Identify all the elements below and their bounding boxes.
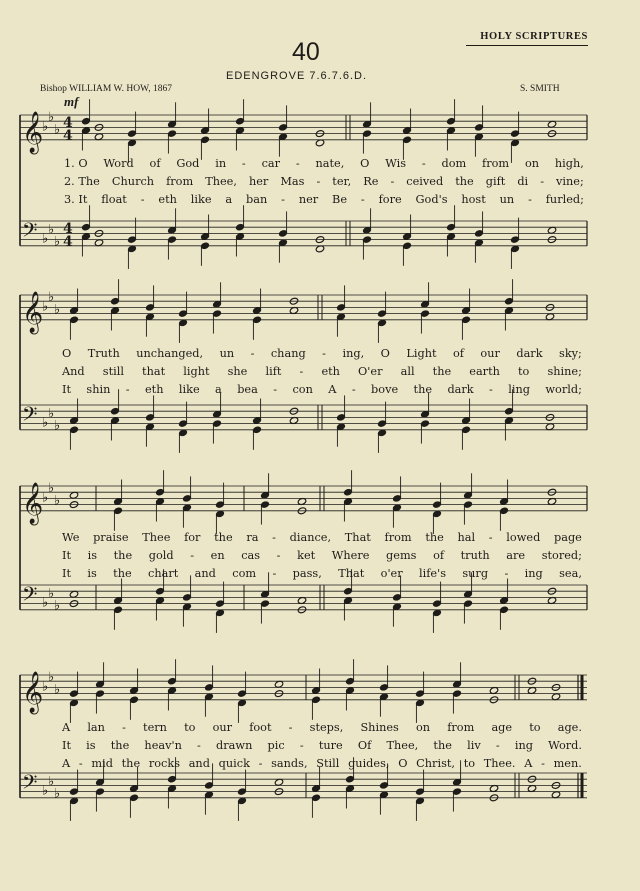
flat-icon: ♭ xyxy=(48,406,55,422)
lyric-syllable: ban xyxy=(246,193,268,206)
lyric-syllable: furled; xyxy=(545,193,584,206)
lyric-line-2-3 xyxy=(62,383,582,396)
lyric-syllable: - xyxy=(258,757,263,770)
flat-icon: ♭ xyxy=(54,493,61,509)
lyric-syllable: A xyxy=(524,757,533,770)
flat-icon: ♭ xyxy=(42,783,49,799)
flat-icon: ♭ xyxy=(42,679,49,695)
lyric-syllable: is xyxy=(86,739,96,752)
lyric-syllable: for xyxy=(184,531,201,544)
lyric-syllable: the xyxy=(110,739,130,752)
lyric-syllable: stored; xyxy=(541,549,582,562)
lyric-syllable: com xyxy=(232,567,257,580)
lyric-syllable: Christ, xyxy=(416,757,456,770)
lyric-syllable: pass, xyxy=(292,567,322,580)
time-signature-numerator: 4 xyxy=(63,114,73,131)
lyric-syllable: our xyxy=(212,721,233,734)
lyric-syllable: ture xyxy=(318,739,343,752)
lyric-syllable: gems xyxy=(386,549,417,562)
lyric-syllable: un xyxy=(499,193,515,206)
lyric-syllable: like xyxy=(190,193,212,206)
lyric-syllable: ter, xyxy=(332,175,352,188)
lyric-syllable: rocks xyxy=(148,757,180,770)
lyric-syllable: drawn xyxy=(216,739,253,752)
lyric-syllable: the xyxy=(113,567,132,580)
lyric-syllable: from xyxy=(166,175,194,188)
lyric-syllable: We xyxy=(62,531,80,544)
lyric-syllable: is xyxy=(87,549,98,562)
lyric-line-3-3 xyxy=(62,567,582,580)
lyric-syllable: 2. The xyxy=(64,175,100,188)
lyric-syllable: - xyxy=(272,567,277,580)
lyric-syllable: - xyxy=(125,383,130,396)
lyric-syllable: a xyxy=(225,193,233,206)
lyric-syllable: in xyxy=(215,157,227,170)
section-title: HOLY SCRIPTURES xyxy=(480,31,588,42)
lyric-syllable: bea xyxy=(237,383,258,396)
lyric-syllable: Wis xyxy=(385,157,407,170)
lyric-syllable: It xyxy=(62,567,72,580)
lyric-syllable: to xyxy=(184,721,196,734)
treble-clef-icon: 𝄞 xyxy=(22,291,44,333)
lyric-syllable: from xyxy=(384,531,412,544)
lyric-syllable: - xyxy=(281,193,285,206)
lyric-syllable: di xyxy=(517,175,529,188)
time-signature-denominator: 4 xyxy=(63,233,73,250)
lyric-syllable: sands, xyxy=(271,757,308,770)
bass-clef-icon: 𝄢 xyxy=(22,218,38,247)
lyric-syllable: Word xyxy=(103,157,134,170)
lyric-syllable: Re xyxy=(363,175,379,188)
lyric-line-2-1 xyxy=(62,347,582,360)
lyric-syllable: that xyxy=(142,365,166,378)
lyric-syllable: - xyxy=(276,549,281,562)
lyric-syllable: ling xyxy=(508,383,530,396)
lyric-syllable: 3. It xyxy=(64,193,88,206)
tune-name: EDENGROVE 7.6.7.6.D. xyxy=(226,70,368,82)
lyric-syllable: dom xyxy=(441,157,467,170)
lyric-syllable: her xyxy=(248,175,269,188)
lyric-syllable: of xyxy=(433,549,445,562)
bass-clef-icon: 𝄢 xyxy=(22,402,38,431)
flat-icon: ♭ xyxy=(42,415,49,431)
time-signature-numerator: 4 xyxy=(63,220,73,237)
lyric-line-1-3 xyxy=(64,193,584,206)
lyric-syllable: gift xyxy=(485,175,506,188)
lyric-syllable: to xyxy=(518,365,530,378)
flat-icon: ♭ xyxy=(54,786,61,802)
author-credit: Bishop WILLIAM W. HOW, 1867 xyxy=(40,84,172,94)
lyric-syllable: Thee. xyxy=(483,757,516,770)
lyric-line-1-1 xyxy=(64,157,584,170)
lyric-syllable: to xyxy=(463,757,476,770)
lyric-syllable: God xyxy=(176,157,200,170)
lyric-syllable: And xyxy=(62,365,85,378)
lyric-syllable: fore xyxy=(378,193,402,206)
lyric-syllable: life's xyxy=(419,567,446,580)
lyric-syllable: nate, xyxy=(315,157,345,170)
lyric-syllable: still xyxy=(102,365,124,378)
lyric-syllable: O xyxy=(360,157,370,170)
lyric-syllable: - xyxy=(488,531,493,544)
lyric-syllable: dark xyxy=(516,347,543,360)
lyric-syllable: from xyxy=(447,721,475,734)
lyric-syllable: - xyxy=(421,157,426,170)
hymn-number: 40 xyxy=(292,38,320,66)
composer-credit: S. SMITH xyxy=(520,84,560,94)
flat-icon: ♭ xyxy=(48,290,55,306)
lyric-syllable: of xyxy=(452,347,464,360)
lyric-syllable: eth xyxy=(144,383,164,396)
lyric-syllable: the xyxy=(214,531,233,544)
lyric-syllable: are xyxy=(506,549,526,562)
lyric-syllable: A xyxy=(62,757,71,770)
lyric-syllable: ket xyxy=(297,549,316,562)
flat-icon: ♭ xyxy=(48,222,55,238)
lyric-syllable: - xyxy=(504,567,509,580)
lyric-syllable: the xyxy=(455,175,474,188)
lyric-syllable: and xyxy=(194,567,216,580)
lyric-syllable: - xyxy=(197,739,201,752)
lyric-syllable: the xyxy=(113,549,133,562)
lyric-syllable: O xyxy=(380,347,390,360)
lyric-syllable: shine; xyxy=(547,365,582,378)
lyric-syllable: like xyxy=(178,383,200,396)
bass-clef-icon: 𝄢 xyxy=(22,582,38,611)
lyric-syllable: Word. xyxy=(548,739,582,752)
lyric-syllable: high, xyxy=(554,157,584,170)
lyric-syllable: Thee xyxy=(142,531,171,544)
lyric-syllable: It xyxy=(62,549,72,562)
lyric-syllable: - xyxy=(272,531,276,544)
flat-icon: ♭ xyxy=(54,302,61,318)
flat-icon: ♭ xyxy=(42,595,49,611)
lyric-syllable: lowed xyxy=(506,531,541,544)
lyric-syllable: - xyxy=(190,549,195,562)
treble-clef-icon: 𝄞 xyxy=(22,482,44,524)
lyric-syllable: ing, xyxy=(342,347,365,360)
lyric-syllable: page xyxy=(553,531,582,544)
lyric-syllable: on xyxy=(415,721,431,734)
lyric-syllable: Church xyxy=(111,175,155,188)
flat-icon: ♭ xyxy=(48,110,55,126)
lyric-syllable: - xyxy=(390,175,395,188)
lyric-syllable: ceived xyxy=(406,175,444,188)
lyric-syllable: - xyxy=(489,383,493,396)
lyric-line-4-1 xyxy=(62,721,582,734)
lyric-syllable: ra xyxy=(246,531,259,544)
lyric-syllable: - xyxy=(295,157,300,170)
lyric-syllable: - xyxy=(140,193,145,206)
lyric-syllable: and xyxy=(188,757,210,770)
lyric-syllable: It xyxy=(62,383,72,396)
dynamic-marking: mf xyxy=(64,94,79,109)
lyric-syllable: - xyxy=(540,175,545,188)
lyric-syllable: tern xyxy=(143,721,167,734)
lyric-syllable: con xyxy=(292,383,313,396)
lyric-line-4-2 xyxy=(62,739,582,752)
treble-clef-icon: 𝄞 xyxy=(22,671,44,713)
lyric-syllable: the xyxy=(433,739,452,752)
lyric-syllable: hal xyxy=(457,531,476,544)
lyric-syllable: A xyxy=(62,721,71,734)
lyric-syllable: A xyxy=(328,383,337,396)
lyric-syllable: heav'n xyxy=(144,739,182,752)
lyric-syllable: Thee, xyxy=(205,175,237,188)
flat-icon: ♭ xyxy=(48,586,55,602)
lyric-syllable: pic xyxy=(267,739,285,752)
lyric-syllable: - xyxy=(288,721,293,734)
lyric-syllable: Where xyxy=(331,549,370,562)
lyric-syllable: 1. O xyxy=(64,157,88,170)
lyric-syllable: Be xyxy=(332,193,348,206)
flat-icon: ♭ xyxy=(48,481,55,497)
lyric-syllable: Mas xyxy=(280,175,305,188)
lyric-syllable: sky; xyxy=(559,347,582,360)
lyric-syllable: truth xyxy=(460,549,490,562)
lyric-syllable: men. xyxy=(553,757,582,770)
lyric-syllable: chart xyxy=(148,567,179,580)
lyric-syllable: Light xyxy=(406,347,437,360)
lyric-line-3-1 xyxy=(62,531,582,544)
lyric-syllable: lan xyxy=(87,721,105,734)
lyric-syllable: - xyxy=(322,347,326,360)
flat-icon: ♭ xyxy=(54,418,61,434)
lyric-syllable: O xyxy=(398,757,408,770)
lyric-syllable: to xyxy=(529,721,541,734)
lyric-syllable: - xyxy=(316,175,321,188)
lyric-syllable: age xyxy=(491,721,513,734)
lyric-syllable: - xyxy=(122,721,126,734)
lyric-syllable: Shines xyxy=(360,721,399,734)
lyric-syllable: the xyxy=(413,383,433,396)
lyric-syllable: God's xyxy=(415,193,448,206)
lyric-syllable: mid xyxy=(91,757,113,770)
lyric-syllable: age. xyxy=(557,721,582,734)
lyric-syllable: ing xyxy=(514,739,533,752)
lyric-syllable: - xyxy=(273,383,278,396)
lyric-syllable: from xyxy=(482,157,510,170)
lyric-syllable: sea, xyxy=(559,567,582,580)
lyric-syllable: chang xyxy=(270,347,306,360)
lyric-syllable: That xyxy=(338,567,365,580)
flat-icon: ♭ xyxy=(48,774,55,790)
lyric-syllable: - xyxy=(495,739,500,752)
lyric-syllable: guides, xyxy=(348,757,390,770)
time-signature-denominator: 4 xyxy=(63,127,73,144)
lyric-syllable: all xyxy=(400,365,415,378)
lyric-syllable: O xyxy=(62,347,72,360)
lyric-syllable: earth xyxy=(469,365,500,378)
lyric-syllable: O'er xyxy=(358,365,383,378)
flat-icon: ♭ xyxy=(48,670,55,686)
lyric-syllable: surg xyxy=(462,567,489,580)
flat-icon: ♭ xyxy=(42,299,49,315)
bass-clef-icon: 𝄢 xyxy=(22,770,38,799)
lyric-syllable: - xyxy=(541,757,545,770)
lyric-syllable: the xyxy=(432,365,452,378)
lyric-syllable: ner xyxy=(298,193,319,206)
lyric-line-4-3 xyxy=(62,757,582,770)
lyric-line-2-2 xyxy=(62,365,582,378)
lyric-syllable: light xyxy=(183,365,210,378)
lyric-syllable: Still xyxy=(316,757,340,770)
lyric-syllable: eth xyxy=(158,193,177,206)
lyric-syllable: Of xyxy=(357,739,372,752)
lyric-syllable: - xyxy=(360,193,365,206)
lyric-syllable: the xyxy=(425,531,444,544)
lyric-syllable: cas xyxy=(241,549,261,562)
lyric-syllable: world; xyxy=(545,383,582,396)
lyric-syllable: a xyxy=(215,383,222,396)
lyric-syllable: eth xyxy=(321,365,340,378)
lyric-syllable: - xyxy=(299,365,304,378)
flat-icon: ♭ xyxy=(54,598,61,614)
lyric-syllable: steps, xyxy=(309,721,344,734)
flat-icon: ♭ xyxy=(42,231,49,247)
lyric-syllable: It xyxy=(62,739,72,752)
lyric-syllable: shin xyxy=(86,383,111,396)
lyric-syllable: foot xyxy=(249,721,272,734)
lyric-syllable: - xyxy=(241,157,246,170)
lyric-syllable: - xyxy=(528,193,532,206)
lyric-syllable: ing xyxy=(524,567,543,580)
lyric-syllable: float xyxy=(101,193,127,206)
lyric-syllable: gold xyxy=(148,549,174,562)
lyric-syllable: Truth xyxy=(87,347,120,360)
flat-icon: ♭ xyxy=(54,234,61,250)
lyric-line-1-2 xyxy=(64,175,584,188)
flat-icon: ♭ xyxy=(54,682,61,698)
lyric-syllable: That xyxy=(344,531,371,544)
lyric-syllable: she xyxy=(227,365,248,378)
lyric-syllable: bove xyxy=(371,383,399,396)
lyric-syllable: unchanged, xyxy=(136,347,204,360)
lyric-line-3-2 xyxy=(62,549,582,562)
flat-icon: ♭ xyxy=(42,490,49,506)
lyric-syllable: praise xyxy=(93,531,129,544)
lyric-syllable: vine; xyxy=(556,175,584,188)
lyric-syllable: on xyxy=(524,157,540,170)
lyric-syllable: of xyxy=(149,157,161,170)
flat-icon: ♭ xyxy=(42,119,49,135)
treble-clef-icon: 𝄞 xyxy=(22,111,44,153)
lyric-syllable: the xyxy=(121,757,141,770)
lyric-syllable: - xyxy=(299,739,304,752)
lyric-syllable: o'er xyxy=(380,567,403,580)
lyric-syllable: Thee, xyxy=(386,739,419,752)
lyric-syllable: host xyxy=(461,193,486,206)
lyric-syllable: liv xyxy=(467,739,481,752)
lyric-syllable: lift xyxy=(265,365,282,378)
flat-icon: ♭ xyxy=(54,122,61,138)
lyric-syllable: quick xyxy=(218,757,250,770)
lyric-syllable: - xyxy=(250,347,255,360)
lyric-syllable: car xyxy=(261,157,281,170)
lyric-syllable: en xyxy=(210,549,225,562)
lyric-syllable: our xyxy=(480,347,500,360)
lyric-syllable: diance, xyxy=(289,531,332,544)
lyric-syllable: dark xyxy=(447,383,474,396)
lyric-syllable: un xyxy=(219,347,235,360)
lyric-syllable: - xyxy=(351,383,356,396)
lyric-syllable: - xyxy=(78,757,83,770)
lyric-syllable: is xyxy=(87,567,97,580)
